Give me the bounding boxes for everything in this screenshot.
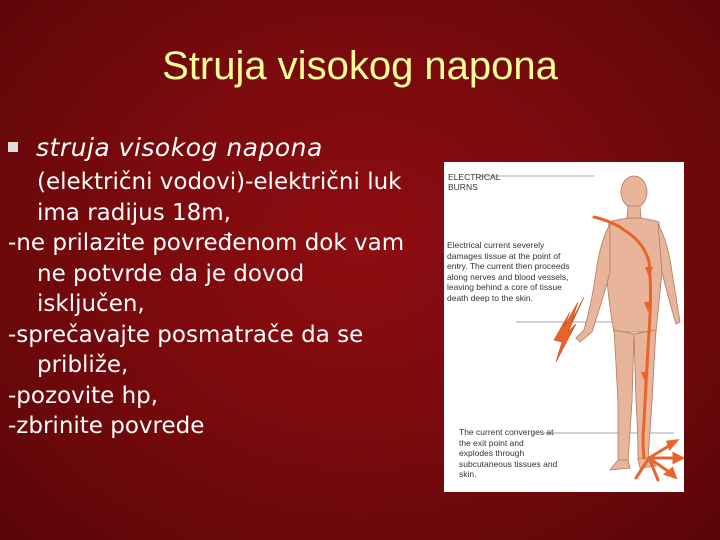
figure-heading: ELECTRICAL BURNS (448, 172, 501, 192)
body-line: -pozovite hp, (8, 382, 159, 409)
body-line: -sprečavajte posmatrače da se (8, 321, 364, 348)
figure-caption-exit: The current converges at the exit point and explodes through subcutaneous tissues and skin. (459, 427, 558, 479)
body-line: -zbrinite povrede (8, 413, 205, 439)
body-line: približe, (37, 352, 129, 378)
body-line: (električni vodovi)-električni luk (37, 169, 402, 195)
lightning-bolt-icon (554, 297, 584, 362)
body-line: isključen, (37, 291, 145, 317)
figure-caption-entry: Electrical current severely damages tissue at the point of entry. The current then proceeds along nerves and blood vessels, leaving behind a core of tissue death deep to the skin. (447, 240, 570, 303)
electrical-burns-figure (444, 162, 684, 492)
body-line: ima radijus 18m, (37, 199, 231, 226)
body-silhouette (576, 176, 680, 470)
slide-title: Struja visokog napona (162, 44, 558, 88)
body-line: ne potvrde da je dovod (37, 260, 305, 287)
bullet-square-icon (8, 142, 18, 152)
body-line: -ne prilazite povređenom dok vam (8, 230, 405, 256)
bullet-heading: struja visokog napona (36, 133, 323, 162)
body-text (8, 167, 438, 442)
